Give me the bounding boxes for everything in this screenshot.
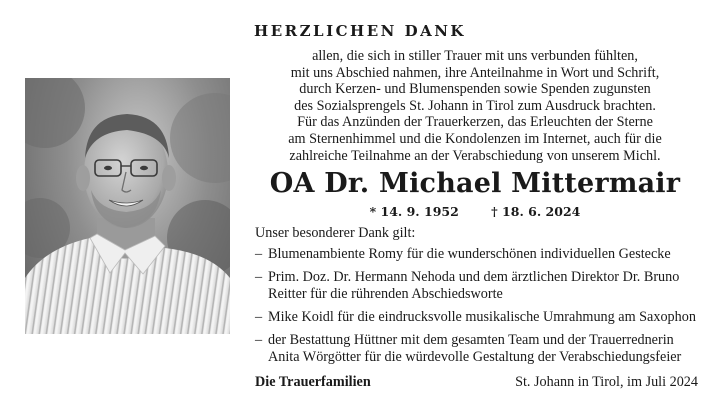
intro-line: am Sternenhimmel und die Kondolenzen im Internet, auch für die	[288, 130, 662, 147]
place-date: St. Johann in Tirol, im Juli 2024	[515, 374, 698, 390]
portrait-illustration	[25, 78, 230, 334]
life-dates	[255, 204, 695, 219]
birth-date: * 14. 9. 1952	[369, 204, 459, 219]
thanks-intro: Unser besonderer Dank gilt:	[255, 225, 416, 241]
list-item	[255, 332, 700, 366]
list-item-line: – Mike Koidl für die eindrucksvolle musikalische Umrahmung am Saxophon	[268, 309, 696, 325]
intro-line: Für das Anzünden der Trauerkerzen, das Erleuchten der Sterne	[297, 114, 653, 131]
list-item	[255, 309, 700, 326]
list-item-line: Anita Wörgötter für die würdevolle Gestaltung der Verabschiedungsfeier	[268, 349, 682, 365]
list-item	[255, 269, 700, 303]
intro-line: durch Kerzen- und Blumenspenden sowie Spenden zugunsten	[299, 81, 651, 98]
list-item-line: – Blumenambiente Romy für die wunderschönen individuellen Gestecke	[268, 246, 671, 262]
intro-line: des Sozialsprengels St. Johann in Tirol zum Ausdruck brachten.	[294, 97, 656, 114]
list-item-line: – Prim. Doz. Dr. Hermann Nehoda und dem ärztlichen Direktor Dr. Bruno	[268, 269, 680, 285]
intro-line: allen, die sich in stiller Trauer mit uns verbunden fühlten,	[312, 48, 638, 64]
list-item-line: – der Bestattung Hüttner mit dem gesamten Team und der Trauerrednerin	[268, 332, 674, 348]
intro-text	[255, 48, 695, 164]
list-item-line: Reitter für die rührenden Abschiedsworte	[268, 286, 503, 302]
death-date: † 18. 6. 2024	[491, 204, 581, 219]
portrait-photo	[25, 78, 230, 334]
notice-heading: HERZLICHEN DANK	[254, 22, 466, 40]
list-item	[255, 246, 700, 263]
deceased-name: OA Dr. Michael Mittermair	[269, 168, 681, 199]
intro-line: mit uns Abschied nahmen, ihre Anteilnahme in Wort und Schrift,	[290, 64, 660, 81]
signature: Die Trauerfamilien	[255, 374, 371, 390]
intro-line: zahlreiche Teilnahme an der Verabschiedung von unserem Michl.	[289, 147, 661, 164]
thanks-list	[255, 246, 700, 372]
